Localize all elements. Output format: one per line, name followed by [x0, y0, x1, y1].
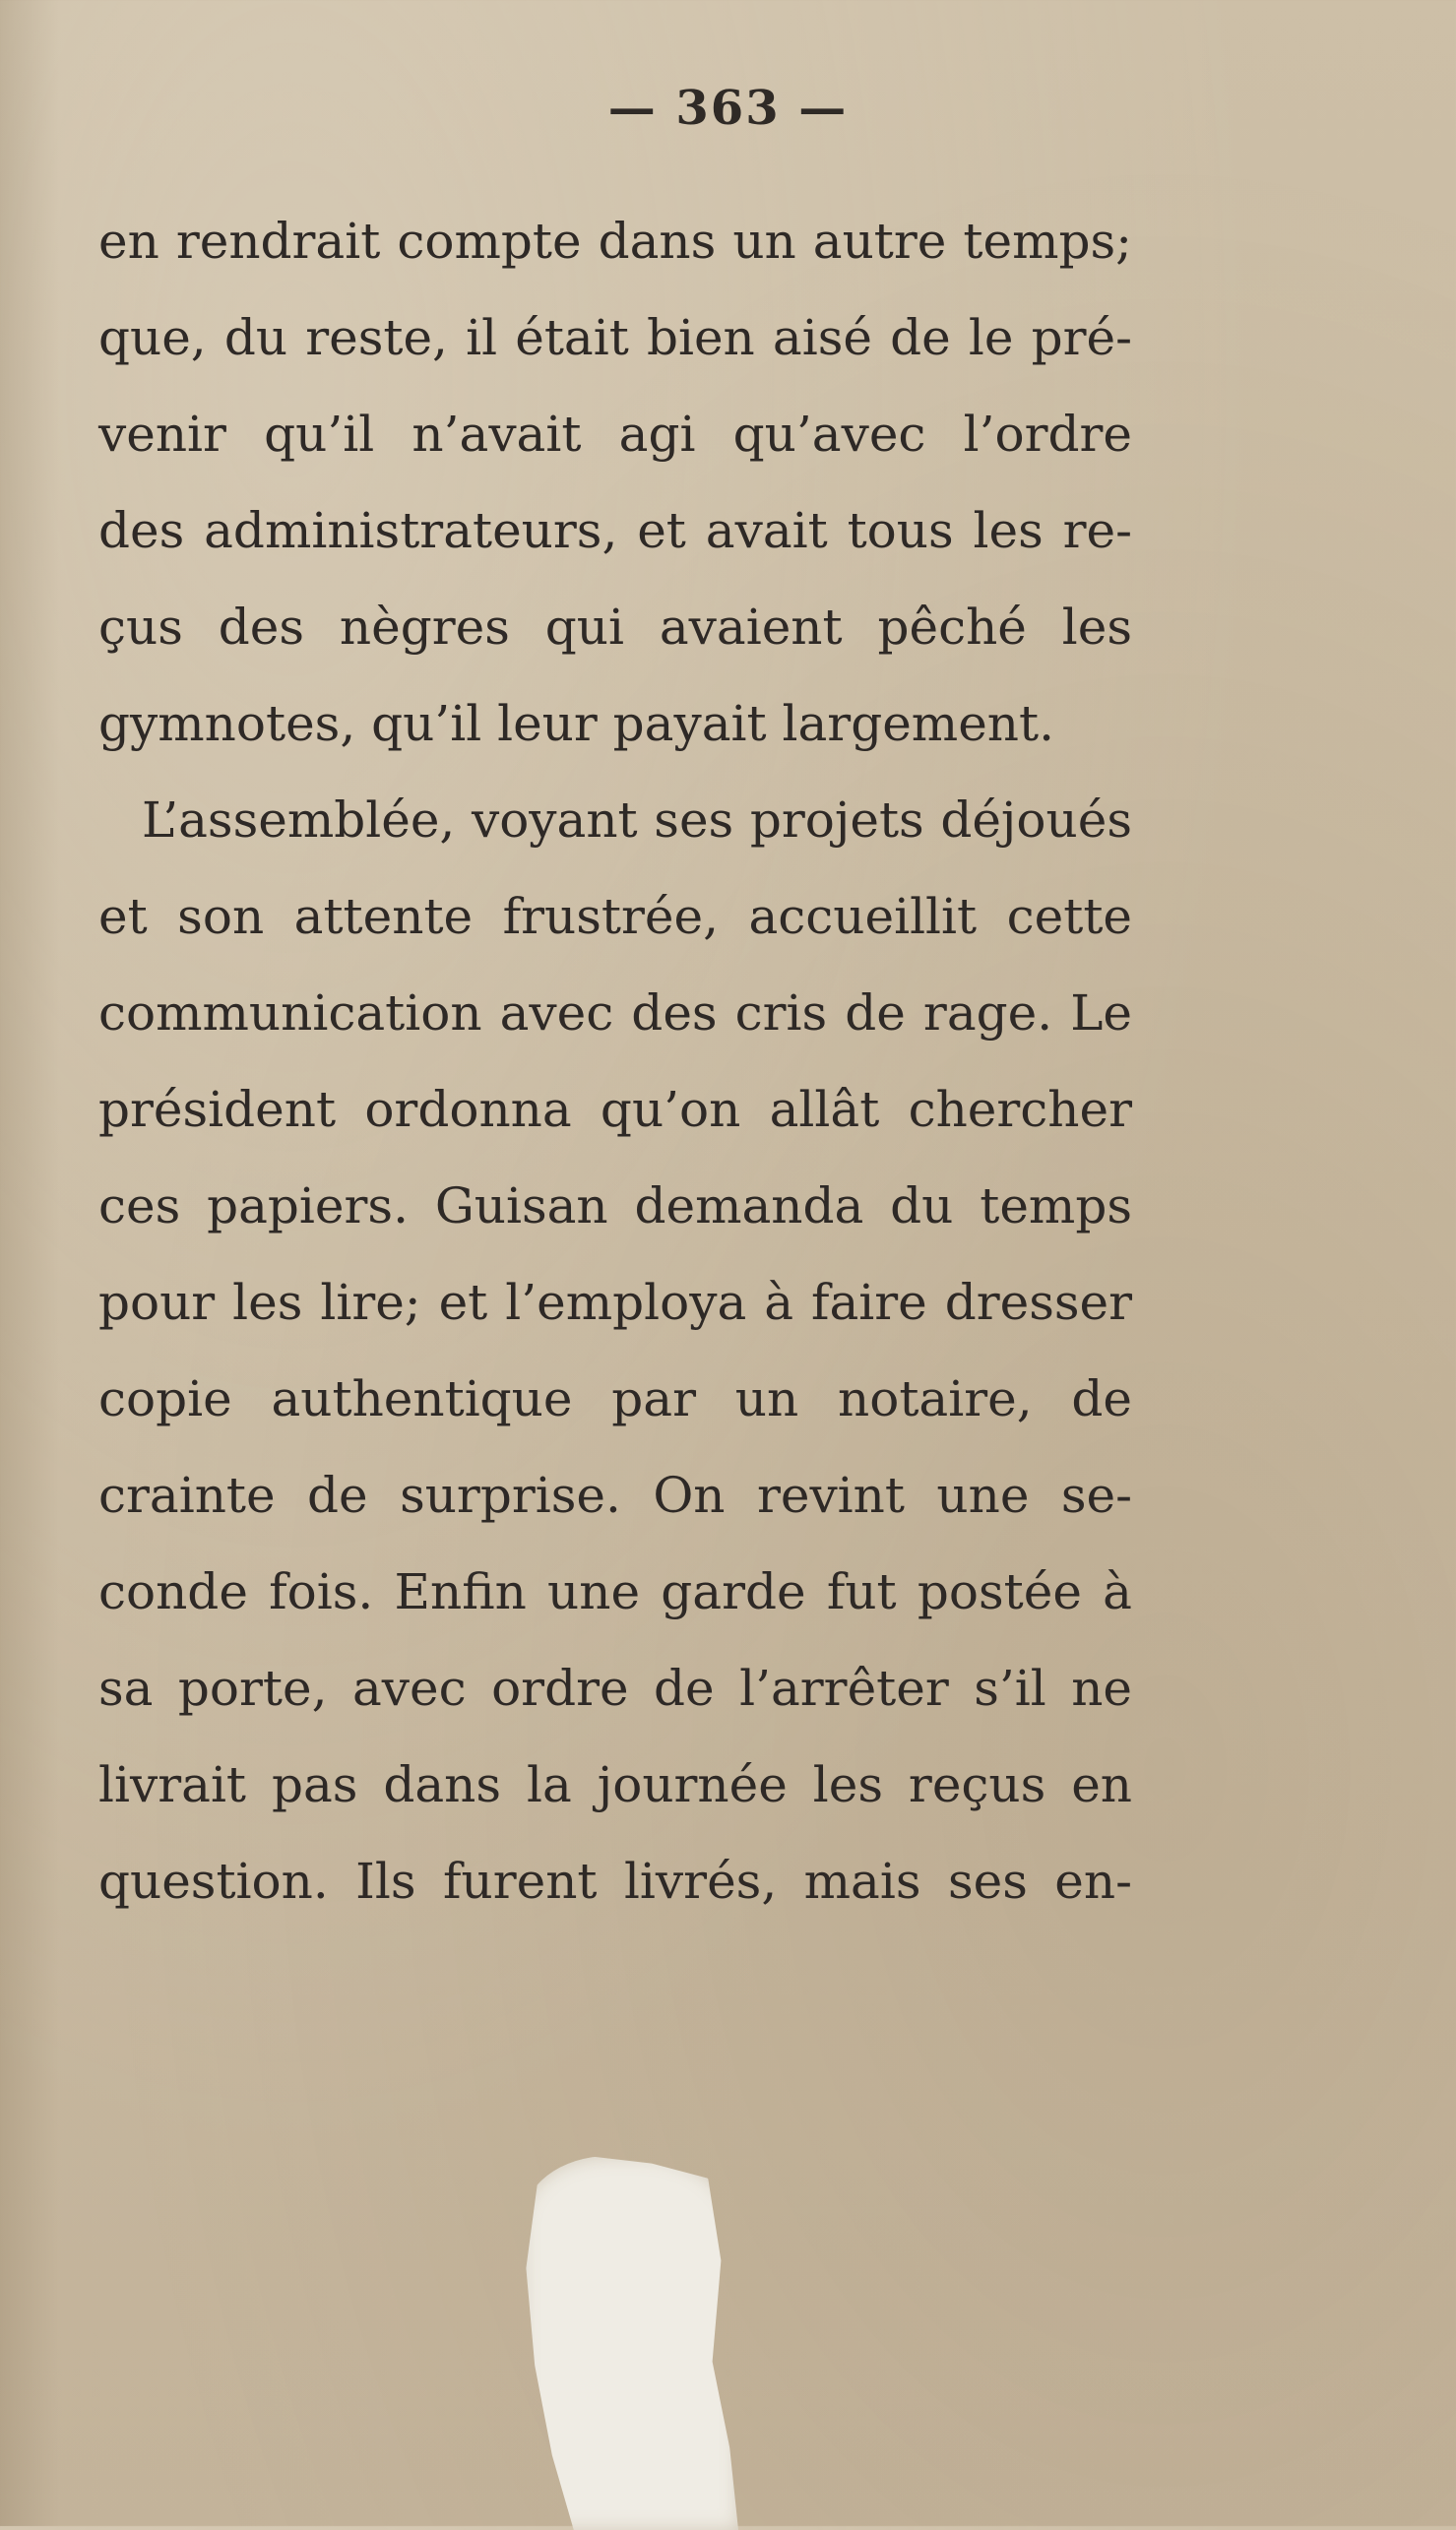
text-line: président ordonna qu’on allât chercher — [98, 1081, 1132, 1138]
text-line: gymnotes, qu’il leur payait largement. — [98, 695, 1054, 752]
text-line: livrait pas dans la journée les reçus en — [98, 1756, 1132, 1813]
text-line: que, du reste, il était bien aisé de le pré- — [98, 309, 1132, 366]
text-line: question. Ils furent livrés, mais ses en- — [98, 1853, 1132, 1910]
page-number: — 363 — — [607, 81, 849, 136]
text-line: sa porte, avec ordre de l’arrêter s’il ne — [98, 1660, 1132, 1717]
text-line: crainte de surprise. On revint une se- — [98, 1467, 1132, 1524]
text-line: conde fois. Enfin une garde fut postée à — [98, 1563, 1132, 1620]
paragraph-first-line: L’assemblée, voyant ses projets déjoués — [142, 791, 1132, 849]
text-line: communication avec des cris de rage. Le — [98, 984, 1132, 1042]
text-line: venir qu’il n’avait agi qu’avec l’ordre — [98, 406, 1132, 463]
text-line: des administrateurs, et avait tous les re- — [98, 502, 1132, 559]
body-text — [98, 193, 1132, 1929]
text-line: çus des nègres qui avaient pêché les — [98, 599, 1132, 656]
text-line: copie authentique par un notaire, de — [98, 1370, 1132, 1427]
text-line: en rendrait compte dans un autre temps; — [98, 213, 1132, 270]
text-line: et son attente frustrée, accueillit cette — [98, 888, 1132, 945]
page-edge-shadow — [0, 0, 59, 2526]
paper-tear — [522, 2156, 738, 2530]
text-line: ces papiers. Guisan demanda du temps — [98, 1177, 1132, 1234]
text-line: pour les lire; et l’employa à faire dresser — [98, 1274, 1132, 1331]
